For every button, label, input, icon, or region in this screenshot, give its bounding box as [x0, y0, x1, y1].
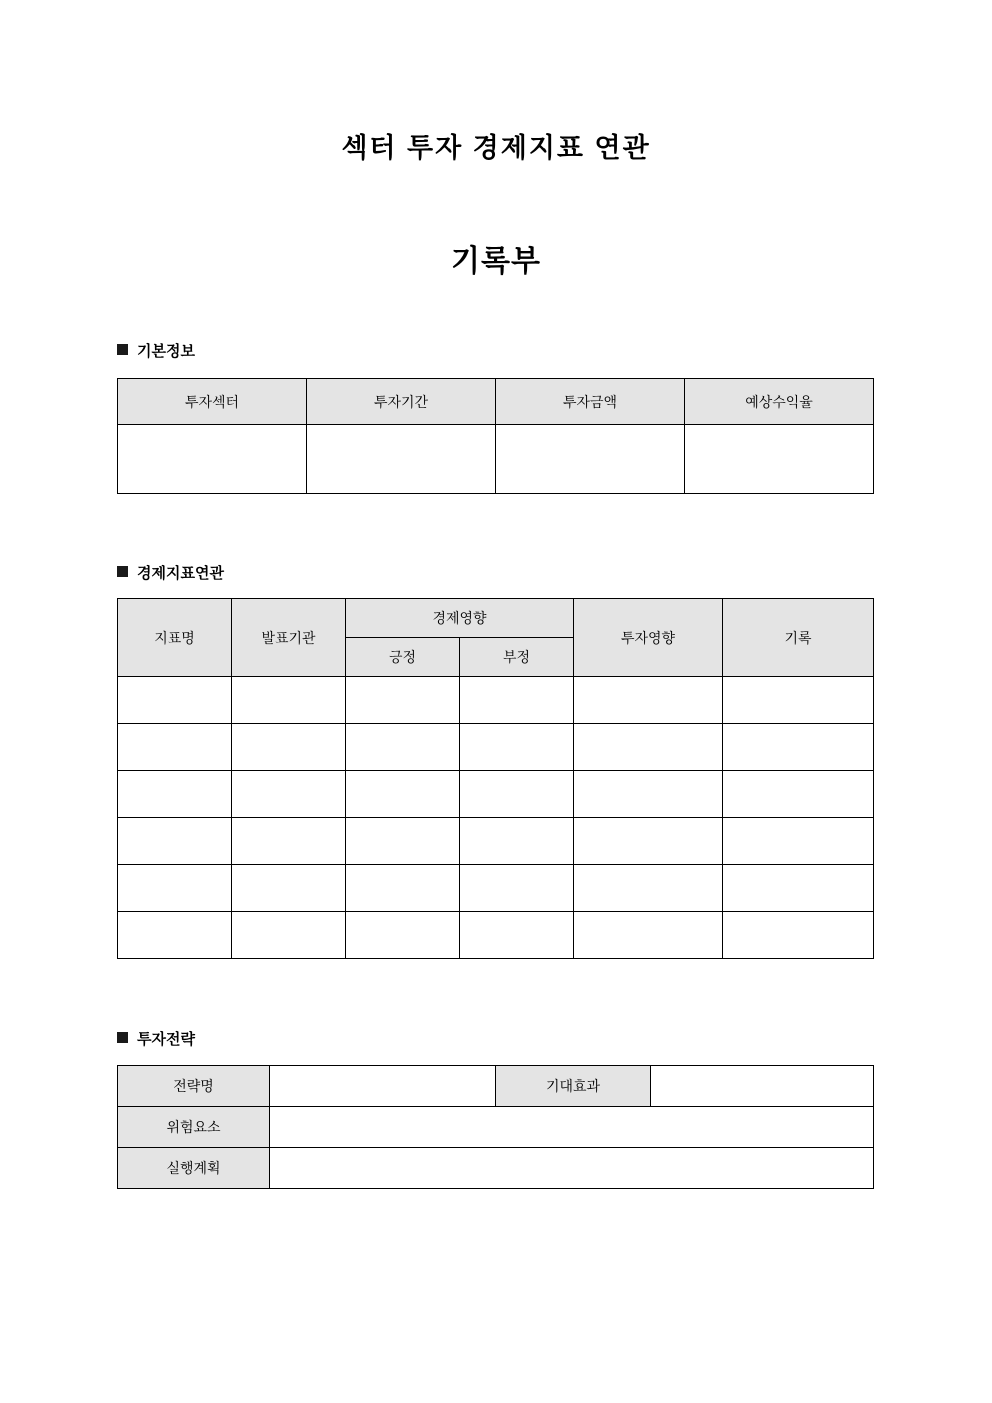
column-header-impact-negative: 부정 [460, 638, 574, 677]
input-cell-indicator-name[interactable] [118, 724, 232, 771]
section-heading-indicator-link-label: 경제지표연관 [137, 565, 224, 582]
square-bullet-icon [117, 344, 128, 355]
input-cell-impact-negative[interactable] [460, 724, 574, 771]
table-row [118, 425, 874, 494]
input-cell-issuing-agency[interactable] [232, 677, 346, 724]
column-header-expected-return: 예상수익율 [685, 379, 874, 425]
input-cell-investment-impact[interactable] [574, 771, 723, 818]
row-label-expected-effect: 기대효과 [496, 1066, 651, 1107]
table-row [118, 724, 874, 771]
input-cell-record[interactable] [723, 724, 874, 771]
input-cell-issuing-agency[interactable] [232, 724, 346, 771]
table-row [118, 818, 874, 865]
table-row [118, 865, 874, 912]
table-row [118, 677, 874, 724]
input-cell-impact-positive[interactable] [346, 724, 460, 771]
input-cell-impact-positive[interactable] [346, 865, 460, 912]
row-label-risk-factor: 위험요소 [118, 1107, 270, 1148]
table-header-row [118, 379, 874, 425]
input-cell-record[interactable] [723, 677, 874, 724]
table-row [118, 771, 874, 818]
input-cell-issuing-agency[interactable] [232, 771, 346, 818]
input-cell-impact-positive[interactable] [346, 912, 460, 959]
input-cell-impact-positive[interactable] [346, 771, 460, 818]
input-cell-impact-negative[interactable] [460, 818, 574, 865]
input-cell-impact-negative[interactable] [460, 865, 574, 912]
input-cell-issuing-agency[interactable] [232, 912, 346, 959]
input-cell-record[interactable] [723, 865, 874, 912]
table-row [118, 912, 874, 959]
input-cell-record[interactable] [723, 912, 874, 959]
input-cell-investment-impact[interactable] [574, 677, 723, 724]
input-cell-investment-impact[interactable] [574, 865, 723, 912]
column-header-issuing-agency: 발표기관 [232, 599, 346, 677]
input-cell-record[interactable] [723, 771, 874, 818]
document-subtitle: 기록부 [451, 245, 541, 278]
input-cell-execution-plan[interactable] [270, 1148, 874, 1189]
row-label-strategy-name: 전략명 [118, 1066, 270, 1107]
column-group-header-economic-impact: 경제영향 [346, 599, 574, 638]
document-title: 섹터 투자 경제지표 연관 [341, 133, 651, 163]
table-header-row-group [118, 599, 874, 638]
input-cell-indicator-name[interactable] [118, 677, 232, 724]
input-cell-investment-amount[interactable] [496, 425, 685, 494]
input-cell-impact-negative[interactable] [460, 912, 574, 959]
column-header-investment-period: 투자기간 [307, 379, 496, 425]
input-cell-indicator-name[interactable] [118, 818, 232, 865]
input-cell-investment-impact[interactable] [574, 724, 723, 771]
input-cell-issuing-agency[interactable] [232, 818, 346, 865]
column-header-impact-positive: 긍정 [346, 638, 460, 677]
section-heading-strategy [117, 1028, 195, 1049]
input-cell-expected-return[interactable] [685, 425, 874, 494]
column-header-investment-amount: 투자금액 [496, 379, 685, 425]
input-cell-issuing-agency[interactable] [232, 865, 346, 912]
square-bullet-icon [117, 1032, 128, 1043]
indicator-link-table [117, 598, 874, 959]
strategy-table [117, 1065, 874, 1189]
input-cell-impact-positive[interactable] [346, 818, 460, 865]
table-row [118, 1107, 874, 1148]
section-heading-basic-info-label: 기본정보 [137, 343, 195, 360]
column-header-indicator-name: 지표명 [118, 599, 232, 677]
input-cell-indicator-name[interactable] [118, 865, 232, 912]
input-cell-risk-factor[interactable] [270, 1107, 874, 1148]
section-heading-strategy-label: 투자전략 [137, 1031, 195, 1048]
column-header-investment-impact: 투자영향 [574, 599, 723, 677]
input-cell-expected-effect[interactable] [651, 1066, 874, 1107]
input-cell-investment-impact[interactable] [574, 912, 723, 959]
basic-info-table [117, 378, 874, 494]
input-cell-investment-sector[interactable] [118, 425, 307, 494]
input-cell-investment-period[interactable] [307, 425, 496, 494]
input-cell-investment-impact[interactable] [574, 818, 723, 865]
row-label-execution-plan: 실행계획 [118, 1148, 270, 1189]
table-row [118, 1066, 874, 1107]
column-header-record: 기록 [723, 599, 874, 677]
input-cell-indicator-name[interactable] [118, 912, 232, 959]
column-header-investment-sector: 투자섹터 [118, 379, 307, 425]
input-cell-record[interactable] [723, 818, 874, 865]
input-cell-impact-negative[interactable] [460, 677, 574, 724]
section-heading-basic-info [117, 340, 195, 361]
input-cell-indicator-name[interactable] [118, 771, 232, 818]
section-heading-indicator-link [117, 562, 224, 583]
input-cell-impact-negative[interactable] [460, 771, 574, 818]
input-cell-impact-positive[interactable] [346, 677, 460, 724]
table-row [118, 1148, 874, 1189]
input-cell-strategy-name[interactable] [270, 1066, 496, 1107]
square-bullet-icon [117, 566, 128, 577]
